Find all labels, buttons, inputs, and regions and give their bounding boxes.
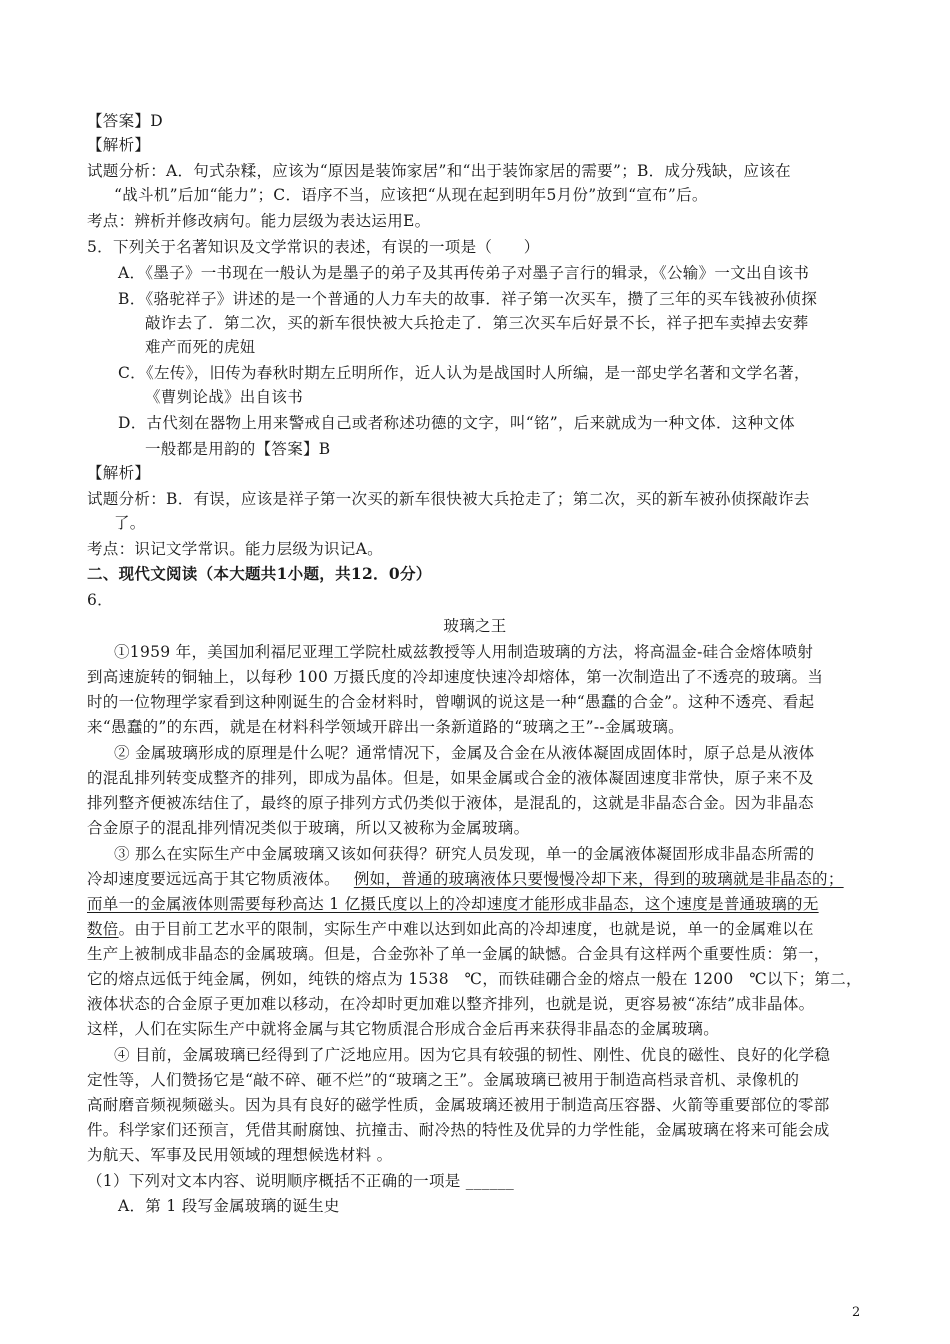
paragraph-2-line-2: 的混乱排列转变成整齐的排列，即成为晶体。但是，如果金属或合金的液体凝固速度非常快，原子来不及	[87, 769, 814, 787]
article-title: 玻璃之王	[443, 617, 507, 635]
question-5-option-b-cont2: 难产而死的虎妞	[145, 338, 256, 356]
question-5-option-d: D．古代刻在器物上用来警戒自己或者称述功德的文字，叫“铭”，后来就成为一种文体．这种文体	[118, 414, 795, 432]
question-5-option-b-cont1: 敲诈去了．第二次，买的新车很快被大兵抢走了．第三次买车后好景不长，祥子把车卖掉去安葬	[145, 314, 809, 332]
paragraph-3-line-5: 生产上被制成非晶态的金属玻璃。但是，合金弥补了单一金属的缺憾。合金具有这样两个重要性质：第一，	[87, 945, 830, 963]
analysis-text-4: 试题分析：A．句式杂糅，应该为“原因是装饰家居”和“出于装饰家居的需要”；B．成分残缺，应该在	[87, 162, 791, 180]
question-5-option-b: B．《骆驼祥子》讲述的是一个普通的人力车夫的故事．祥子第一次买车，攒了三年的买车钱被孙侦探	[118, 290, 818, 308]
paragraph-3-line-4-plain: 。由于目前工艺水平的限制，实际生产中难以达到如此高的冷却速度，也就是说，单一的金属难以在	[118, 920, 814, 938]
analysis-text-4-cont: “战斗机”后加“能力”；C．语序不当，应该把“从现在起到明年5月份”放到“宣布”后。	[114, 186, 708, 204]
paragraph-2-line-3: 排列整齐便被冻结住了，最终的原子排列方式仍类似于液体，是混乱的，这就是非晶态合金。因为非晶态	[87, 794, 814, 812]
sub-question-1-stem: （1）下列对文本内容、说明顺序概括不正确的一项是 ______	[87, 1172, 515, 1190]
analysis-label-5: 【解析】	[87, 464, 151, 482]
section-heading-reading: 二、现代文阅读（本大题共1小题，共12．0分）	[87, 564, 432, 583]
underlined-example-sentence-cont: 而单一的金属液体则需要每秒高达 1 亿摄氏度以上的冷却速度才能形成非晶态，这个速度是普通玻璃的无	[87, 895, 819, 913]
paragraph-1-line-4: 来“愚蠢的”的东西，就是在材料科学领域开辟出一条新道路的“玻璃之王”--金属玻璃。	[87, 718, 684, 736]
exam-point-4: 考点：辨析并修改病句。能力层级为表达运用E。	[87, 212, 431, 230]
paragraph-3-line-6: 它的熔点远低于纯金属，例如，纯铁的熔点为 1538 ℃，而铁硅硼合金的熔点一般在 1200 ℃以下；第二，	[87, 970, 862, 988]
question-5-option-c: C．《左传》，旧传为春秋时期左丘明所作，近人认为是战国时人所编，是一部史学名著和文学名著，	[118, 364, 810, 382]
paragraph-4-line-2: 定性等，人们赞扬它是“敲不碎、砸不烂”的“玻璃之王”。金属玻璃已被用于制造高档录音机、录像机的	[87, 1071, 800, 1089]
sub-question-1-option-a: A．第 1 段写金属玻璃的诞生史	[118, 1197, 340, 1215]
analysis-text-5-cont: 了。	[114, 514, 146, 532]
paragraph-3-line-7: 液体状态的合金原子更加难以移动，在冷却时更加难以整齐排列，也就是说，更容易被“冻结”成非晶体。	[87, 995, 815, 1013]
paragraph-4-line-4: 件。科学家们还预言，凭借其耐腐蚀、抗撞击、耐冷热的特性及优异的力学性能，金属玻璃在将来可能会成	[87, 1121, 830, 1139]
paragraph-4-line-3: 高耐磨音频视频磁头。因为具有良好的磁学性质，金属玻璃还被用于制造高压容器、火箭等重要部位的零部	[87, 1096, 830, 1114]
analysis-text-5: 试题分析：B．有误，应该是祥子第一次买的新车很快被大兵抢走了；第二次，买的新车被孙侦探敲诈去	[87, 490, 810, 508]
paragraph-4-line-5: 为航天、军事及民用领域的理想候选材料 。	[87, 1146, 393, 1164]
page-number: 2	[852, 1305, 861, 1320]
paragraph-3-line-1: ③ 那么在实际生产中金属玻璃又该如何获得？研究人员发现，单一的金属液体凝固形成非晶态所需的	[114, 845, 815, 863]
question-5-option-d-cont-answer: 一般都是用韵的【答案】B	[145, 440, 331, 458]
question-5-stem: 5．下列关于名著知识及文学常识的表述，有误的一项是（ ）	[87, 238, 540, 256]
question-6-number: 6．	[87, 591, 113, 609]
underlined-example-sentence: 例如，普通的玻璃液体只要慢慢冷却下来，得到的玻璃就是非晶态的；	[353, 870, 844, 888]
paragraph-1-line-2: 到高速旋转的铜轴上，以每秒 100 万摄氏度的冷却速度快速冷却熔体，第一次制造出了不透亮的玻璃。当	[87, 668, 824, 686]
underlined-example-sentence-end: 数倍	[87, 920, 119, 938]
analysis-label-4: 【解析】	[87, 136, 151, 154]
paragraph-3-line-4	[87, 918, 814, 940]
paragraph-3-line-2-plain: 冷却速度要远远高于其它物质液体。	[87, 870, 340, 888]
paragraph-3-line-2	[87, 868, 844, 890]
question-5-option-a: A．《墨子》一书现在一般认为是墨子的弟子及其再传弟子对墨子言行的辑录，《公输》一文出自该书	[118, 264, 810, 282]
paragraph-4-line-1: ④ 目前，金属玻璃已经得到了广泛地应用。因为它具有较强的韧性、刚性、优良的磁性、良好的化学稳	[114, 1046, 831, 1064]
paragraph-3-line-8: 这样，人们在实际生产中就将金属与其它物质混合形成合金后再来获得非晶态的金属玻璃。	[87, 1020, 720, 1038]
paragraph-2-line-4: 合金原子的混乱排列情况类似于玻璃，所以又被称为金属玻璃。	[87, 819, 530, 837]
exam-point-5: 考点：识记文学常识。能力层级为识记A。	[87, 540, 383, 558]
paragraph-1-line-3: 时的一位物理学家看到这种刚诞生的合金材料时，曾嘲讽的说这是一种“愚蠢的合金”。这种不透亮、看起	[87, 693, 815, 711]
paragraph-1-line-1: ①1959 年，美国加利福尼亚理工学院杜威兹教授等人用制造玻璃的方法，将高温金-硅合金熔体喷射	[114, 643, 814, 661]
answer-label-4: 【答案】D	[87, 112, 163, 130]
question-5-option-c-cont: 《曹刿论战》出自该书	[145, 388, 304, 406]
paragraph-2-line-1: ② 金属玻璃形成的原理是什么呢？通常情况下，金属及合金在从液体凝固成固体时，原子总是从液体	[114, 744, 815, 762]
